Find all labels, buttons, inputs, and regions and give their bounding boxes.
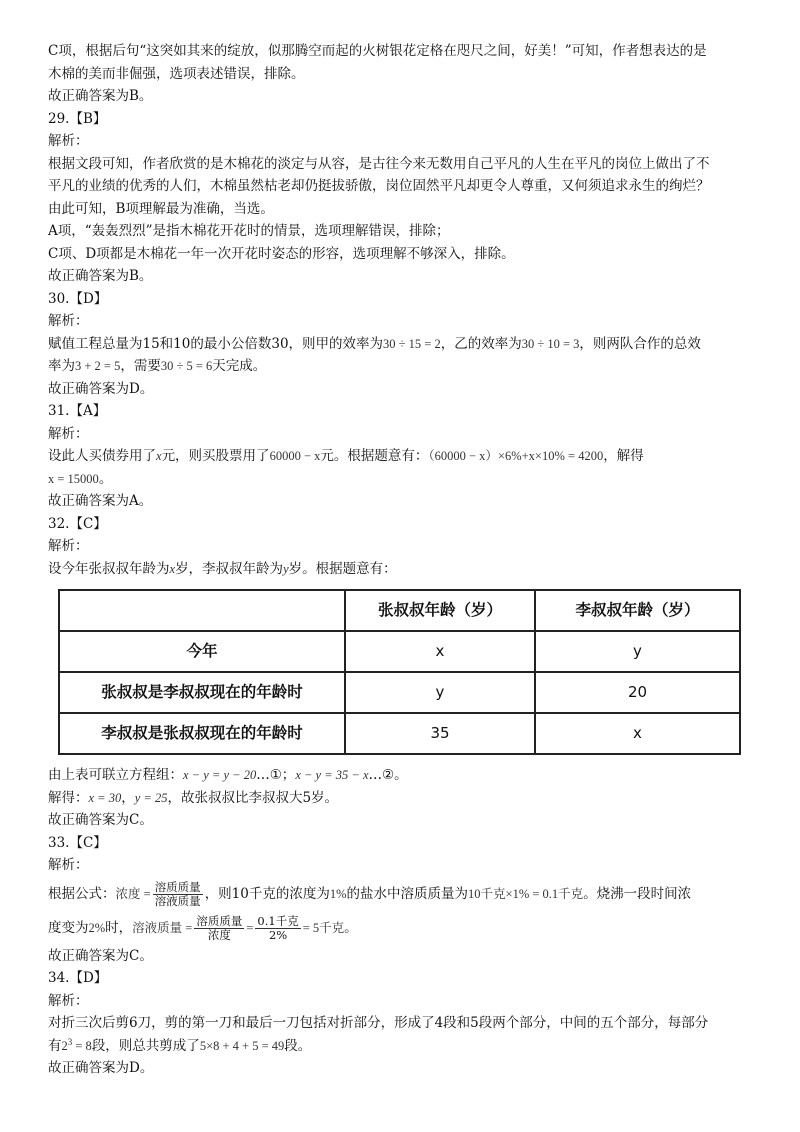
table-cell: x — [535, 713, 740, 754]
text-span: 。 — [344, 919, 358, 936]
table-cell: 35 — [345, 713, 535, 754]
text-line: 故正确答案为B。 — [48, 88, 153, 104]
text-span: ，故张叔叔比李叔叔大5岁。 — [167, 789, 339, 806]
math-formula: 5×8 + 4 + 5 = 49 — [199, 1038, 285, 1053]
table-row-header: 张叔叔是李叔叔现在的年龄时 — [59, 672, 345, 713]
math-formula: x − y = y − 20 — [183, 768, 257, 782]
text-span: ，解得 — [603, 448, 644, 464]
fraction — [255, 915, 300, 942]
analysis-label: 解析： — [48, 538, 89, 554]
math-formula: 浓度 = — [115, 886, 151, 901]
math-formula: x — [156, 449, 162, 463]
math-formula: y — [283, 561, 289, 576]
table-cell: x — [345, 631, 535, 672]
math-formula: 30 ÷ 5 = 6 — [160, 359, 213, 373]
question-number-29: 29.【B】 — [48, 110, 107, 127]
text-span: 设此人买债券用了 — [48, 448, 156, 464]
fraction-numerator: 溶质质量 — [196, 913, 243, 928]
text-span: ，乙的效率为 — [440, 335, 522, 352]
text-span: 段，则总共剪成了 — [91, 1037, 200, 1054]
math-formula: x — [169, 561, 176, 576]
fraction-denominator: 2% — [268, 927, 288, 942]
math-rest: = 8 — [72, 1038, 92, 1053]
table-row-header: 李叔叔是张叔叔现在的年龄时 — [59, 713, 345, 754]
analysis-label: 解析： — [48, 992, 89, 1009]
text-span: 设今年张叔叔年龄为 — [48, 560, 170, 577]
math-formula: x = 30 — [88, 790, 122, 805]
math-formula: x = 15000 — [48, 471, 99, 486]
text-line — [48, 764, 764, 787]
math-formula: y = 25 — [134, 790, 168, 805]
text-span: 度变为 — [48, 919, 89, 936]
text-span: ， — [121, 789, 135, 806]
math-formula: 2% — [88, 920, 106, 935]
question-number-33: 33.【C】 — [48, 834, 107, 851]
fraction-denominator: 溶液质量 — [154, 893, 201, 908]
table-header-row — [59, 590, 740, 631]
math-formula: 1% — [329, 886, 347, 901]
text-span: 。烧沸一段时间浓 — [583, 885, 692, 902]
table-row — [59, 631, 740, 672]
text-line — [48, 911, 764, 945]
math-exponent: 3 — [67, 1036, 73, 1047]
text-line: 木棉的美而非倔强，选项表述错误，排除。 — [48, 65, 305, 82]
fraction — [194, 915, 244, 942]
answer-document — [48, 40, 764, 1080]
table-header-cell: 李叔叔年龄（岁） — [535, 590, 740, 631]
analysis-label: 解析： — [48, 313, 89, 329]
text-line: 故正确答案为D。 — [48, 380, 154, 397]
text-line: 故正确答案为C。 — [48, 947, 153, 964]
analysis-label: 解析： — [48, 857, 89, 873]
math-formula: 3 + 2 = 5 — [75, 359, 121, 373]
text-span: ，则10千克的浓度为 — [204, 885, 330, 902]
text-line: 故正确答案为B。 — [48, 268, 153, 284]
text-span: 根据公式： — [48, 885, 116, 902]
table-row — [59, 713, 740, 754]
fraction-numerator: 溶质质量 — [154, 879, 201, 894]
text-span: 元。根据题意有： — [320, 448, 429, 464]
text-line — [48, 877, 764, 911]
text-line: C项，根据后句“这突如其来的绽放，似那腾空而起的火树银花定格在咫尺之间，好美！”可知，作者想表达的是 — [48, 43, 707, 59]
math-formula: 溶液质量 = — [132, 920, 193, 935]
fraction-numerator: 0.1千克 — [257, 913, 299, 928]
text-line: 故正确答案为D。 — [48, 1060, 154, 1076]
fraction — [153, 881, 203, 908]
question-number-31: 31.【A】 — [48, 403, 107, 419]
math-formula — [61, 1036, 92, 1053]
text-span: 。 — [98, 470, 113, 487]
text-span: 率为 — [48, 358, 75, 374]
text-line: 故正确答案为A。 — [48, 493, 153, 509]
table-cell: y — [535, 631, 740, 672]
text-line: 由此可知，B项理解最为准确，当选。 — [48, 200, 274, 217]
text-span: 元，则买股票用了 — [161, 448, 270, 464]
text-span: 解得： — [48, 789, 89, 806]
text-line — [48, 558, 764, 581]
text-line — [48, 1035, 764, 1058]
question-number-30: 30.【D】 — [48, 290, 108, 307]
text-span: 的盐水中溶质质量为 — [346, 885, 469, 902]
text-span: 段。 — [284, 1037, 312, 1054]
text-line — [48, 355, 764, 378]
text-span: …②。 — [368, 767, 408, 783]
text-line: 对折三次后剪6刀，剪的第一刀和最后一刀包括对折部分，形成了4段和5段两个部分，中间的五个部分，每部分 — [48, 1015, 709, 1031]
text-line: C项、D项都是木棉花一年一次开花时姿态的形容，选项理解不够深入，排除。 — [48, 245, 515, 262]
text-line: A项，“轰轰烈烈”是指木棉花开花时的情景，选项理解错误，排除； — [48, 223, 450, 239]
table-row — [59, 672, 740, 713]
text-line — [48, 445, 764, 468]
text-span: 天完成。 — [212, 358, 267, 374]
text-span: ，则两队合作的总效 — [579, 335, 701, 352]
math-base: 2 — [61, 1038, 68, 1053]
text-line: 根据文段可知，作者欣赏的是木棉花的淡定与从容，是古往今来无数用自己平凡的人生在平凡的岗位上做出了不 — [48, 155, 710, 172]
table-header-cell: 张叔叔年龄（岁） — [345, 590, 535, 631]
age-table — [58, 589, 741, 755]
math-formula: 30 ÷ 15 = 2 — [383, 336, 441, 351]
text-line: 故正确答案为C。 — [48, 812, 153, 828]
text-span: 时， — [105, 919, 133, 936]
table-header-cell — [59, 590, 345, 631]
table-row-header: 今年 — [59, 631, 345, 672]
text-line — [48, 787, 764, 810]
analysis-label: 解析： — [48, 425, 89, 442]
text-span: 岁，李叔叔年龄为 — [175, 560, 284, 577]
math-formula: x − y = 35 − x — [295, 768, 369, 782]
math-formula: 60000 − x — [269, 449, 321, 463]
table-cell: 20 — [535, 672, 740, 713]
text-span: 赋值工程总量为15和10的最小公倍数30，则甲的效率为 — [48, 335, 384, 352]
text-line — [48, 333, 764, 356]
text-span: 岁。根据题意有： — [288, 560, 397, 577]
text-span: ，需要 — [120, 358, 161, 374]
math-formula: = — [246, 920, 254, 935]
text-line: 平凡的业绩的优秀的人们，木棉虽然枯老却仍挺拔骄傲，岗位固然平凡却更令人尊重，又何须追求永生的绚烂？ — [48, 178, 710, 194]
text-span: …①； — [256, 767, 296, 783]
table-cell: y — [345, 672, 535, 713]
question-number-32: 32.【C】 — [48, 515, 107, 532]
fraction-denominator: 浓度 — [207, 927, 231, 942]
analysis-label: 解析： — [48, 133, 89, 149]
math-formula: = 5千克 — [302, 920, 345, 935]
text-span: 由上表可联立方程组： — [48, 767, 183, 783]
question-number-34: 34.【D】 — [48, 970, 108, 986]
text-line — [48, 468, 764, 491]
math-formula: 10千克×1% = 0.1千克 — [468, 886, 584, 901]
math-formula: 30 ÷ 10 = 3 — [521, 336, 580, 351]
math-formula: （60000 − x）×6%+x×10% = 4200 — [428, 449, 604, 463]
text-span: 有 — [48, 1037, 62, 1054]
